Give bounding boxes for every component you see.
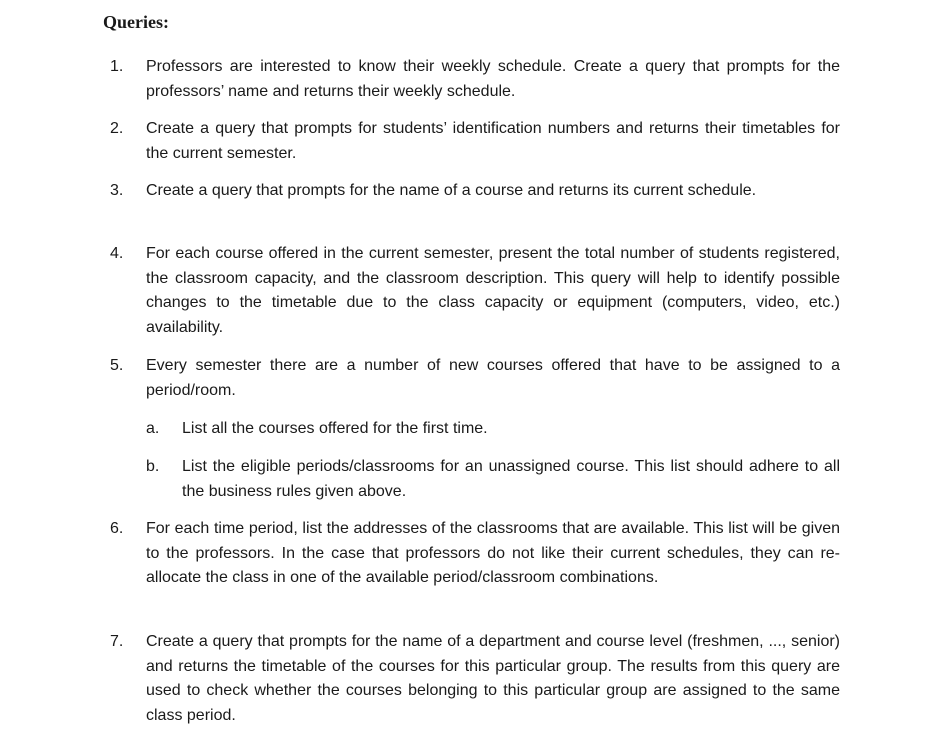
queries-heading: Queries: — [103, 12, 169, 32]
query-number: 5. — [110, 357, 124, 374]
query-number: 4. — [110, 245, 124, 262]
query-text: Create a query that prompts for students’ identification numbers and returns their timetables for the current semester. — [146, 120, 840, 162]
subitem-text: List all the courses offered for the first time. — [182, 420, 488, 437]
subitem-text: List the eligible periods/classrooms for an unassigned course. This list should adhere to all the business rules given above. — [182, 458, 840, 500]
query-number: 6. — [110, 520, 124, 537]
subitem-letter: b. — [146, 458, 160, 475]
subitem-letter: a. — [146, 420, 160, 437]
query-text: Every semester there are a number of new courses offered that have to be assigned to a period/room. — [146, 357, 840, 399]
query-text: Professors are interested to know their weekly schedule. Create a query that prompts for the professors’ name and returns their weekly schedule. — [146, 58, 840, 100]
query-text: For each course offered in the current semester, present the total number of students registered, the classroom capacity, and the classroom description. This query will help to identify possible changes to the timetable due to the class capacity or equipment (computers, video, etc.) availability. — [146, 245, 840, 336]
query-number: 1. — [110, 58, 124, 75]
query-number: 3. — [110, 182, 124, 199]
query-text: For each time period, list the addresses of the classrooms that are available. This list will be given to the professors. In the case that professors do not like their current schedules, they can re-allocate the class in one of the available period/classroom combinations. — [146, 520, 840, 586]
query-number: 7. — [110, 633, 124, 650]
query-text: Create a query that prompts for the name of a department and course level (freshmen, ..., senior) and returns the timetable of the courses for this particular group. The results from this query are used to check whether the courses belonging to this particular group are assigned to the same class period. — [146, 633, 840, 724]
query-text: Create a query that prompts for the name of a course and returns its current schedule. — [146, 182, 757, 199]
query-number: 2. — [110, 120, 124, 137]
